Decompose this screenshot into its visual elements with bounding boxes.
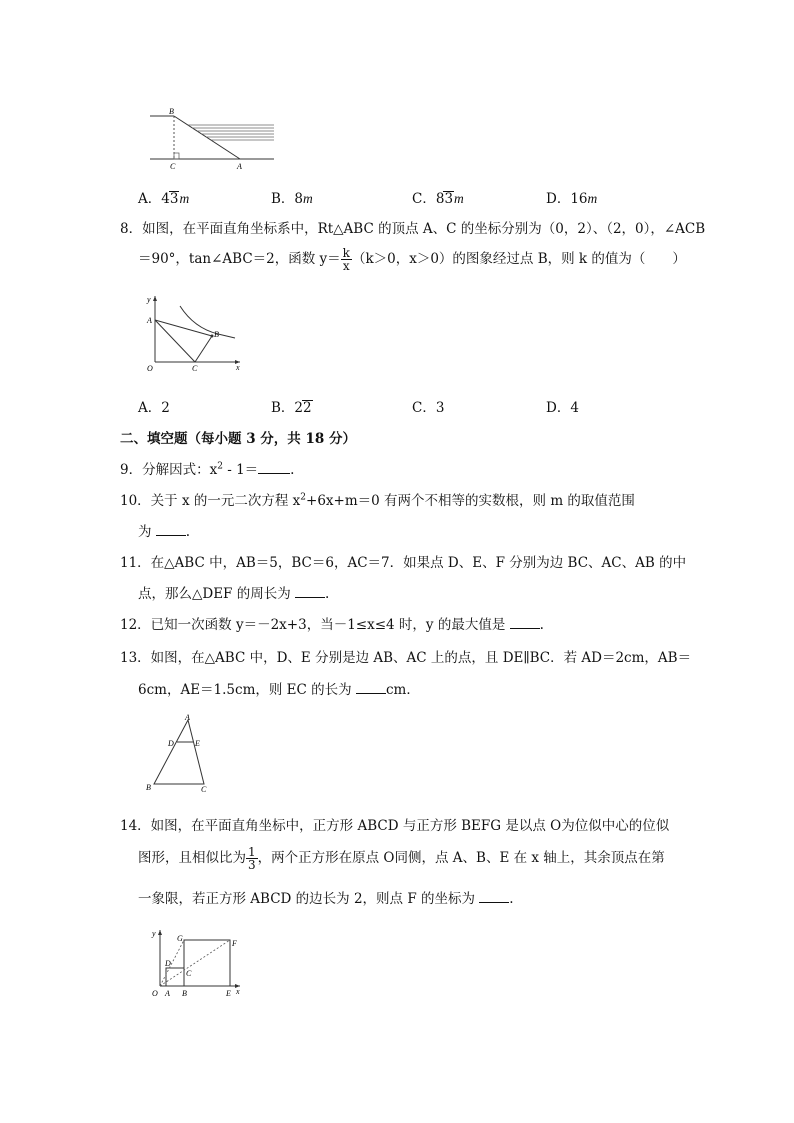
q7-option-c: C．83m <box>412 191 464 207</box>
q14-line1: 14．如图，在平面直角坐标中，正方形 ABCD 与正方形 BEFG 是以点 O为位似中心的位似 <box>120 818 670 834</box>
q8-label-c: C <box>192 364 198 373</box>
q13-label-b: B <box>146 783 151 792</box>
q13-label-e: E <box>195 739 200 748</box>
q7-label-a: A <box>237 162 242 171</box>
radical: 2 <box>303 400 312 416</box>
q14-line2: 图形，且相似比为 $\frac{1}{3}$ ，两个正方形在原点 O同侧，点 A、B、E 在 x 轴上，其余顶点在第 <box>138 845 665 872</box>
radical: 3 <box>169 191 179 207</box>
q14-fraction: $\frac{1}{3}$ <box>248 845 256 872</box>
q7-option-b: B．8m <box>271 191 313 207</box>
q13-line1: 13．如图，在△ABC 中，D、E 分别是边 AB、AC 上的点，且 DE∥BC．若 AD＝2cm，AB＝ <box>120 650 692 666</box>
q11-line2: 点，那么△DEF 的周长为 . <box>138 586 330 602</box>
q12: 12．已知一次函数 y＝－2x+3，当－1≤x≤4 时，y 的最大值是 . <box>120 617 544 633</box>
q14-label-e: E <box>226 989 231 998</box>
q13-label-a: A <box>185 713 190 722</box>
q10-line1: 10．关于 x 的一元二次方程 $x^2+6x+m=0$ 有两个不相等的实数根，则 m 的取值范围 <box>120 492 635 509</box>
q8-fraction: $\frac{k}{x}$ <box>342 246 350 273</box>
q8-figure <box>140 292 248 374</box>
q13-label-d: D <box>168 739 174 748</box>
q8-label-b: B <box>214 330 219 339</box>
q14-figure <box>146 924 242 1000</box>
q14-label-o: O <box>152 989 158 998</box>
answer-blank[interactable] <box>258 461 290 474</box>
q7-option-a: A．43m <box>138 191 190 207</box>
q7-label-b: B <box>169 107 174 116</box>
q14-label-x: x <box>236 987 240 996</box>
q13-line2: 6cm，AE＝1.5cm，则 EC 的长为 cm． <box>138 682 420 698</box>
q7-label-c: C <box>170 162 176 171</box>
q14-label-g: G <box>177 934 183 943</box>
q8-label-o: O <box>147 364 153 373</box>
q8-line2: ＝90°，tan∠ABC＝2，函数 y＝ $\frac{k}{x}$ （k＞0，x＞0）的图象经过点 B，则 k 的值为（ ） <box>138 246 686 273</box>
q8-label-x: x <box>236 363 240 372</box>
q8-option-b: B．22 <box>271 400 312 416</box>
q10-line2: 为 . <box>138 524 191 540</box>
answer-blank[interactable] <box>479 890 509 903</box>
q8-option-a: A．2 <box>138 400 170 416</box>
answer-blank[interactable] <box>156 523 186 536</box>
q14-label-a: A <box>165 989 170 998</box>
q14-line3: 一象限，若正方形 ABCD 的边长为 2，则点 F 的坐标为 . <box>138 891 514 907</box>
q8-option-c: C．3 <box>412 400 445 416</box>
q7-figure <box>146 104 276 176</box>
q7-option-d: D．16m <box>546 191 598 207</box>
radical: 3 <box>444 191 454 207</box>
q11-line1: 11．在△ABC 中，AB＝5，BC＝6，AC＝7．如果点 D、E、F 分别为边 BC、AC、AB 的中 <box>120 555 687 571</box>
answer-blank[interactable] <box>510 616 540 629</box>
answer-blank[interactable] <box>356 681 386 694</box>
q9: 9．分解因式：$x^2 - 1=$ . <box>120 461 295 478</box>
section-heading: 二、填空题（每小题 3 分，共 18 分） <box>120 431 356 447</box>
q13-label-c: C <box>201 785 207 794</box>
q14-label-f: F <box>232 939 237 948</box>
q8-label-a: A <box>147 316 152 325</box>
q8-option-d: D．4 <box>546 400 579 416</box>
answer-blank[interactable] <box>295 585 325 598</box>
q8-label-y: y <box>147 295 151 304</box>
q13-figure <box>142 712 228 794</box>
q14-label-c: C <box>186 969 192 978</box>
q14-label-d: D <box>165 959 171 968</box>
q14-label-y: y <box>152 929 156 938</box>
q8-line1: 8．如图，在平面直角坐标系中，Rt△ABC 的顶点 A、C 的坐标分别为（0，2）、（2，0），∠ACB <box>120 221 706 237</box>
q14-label-b: B <box>182 989 187 998</box>
